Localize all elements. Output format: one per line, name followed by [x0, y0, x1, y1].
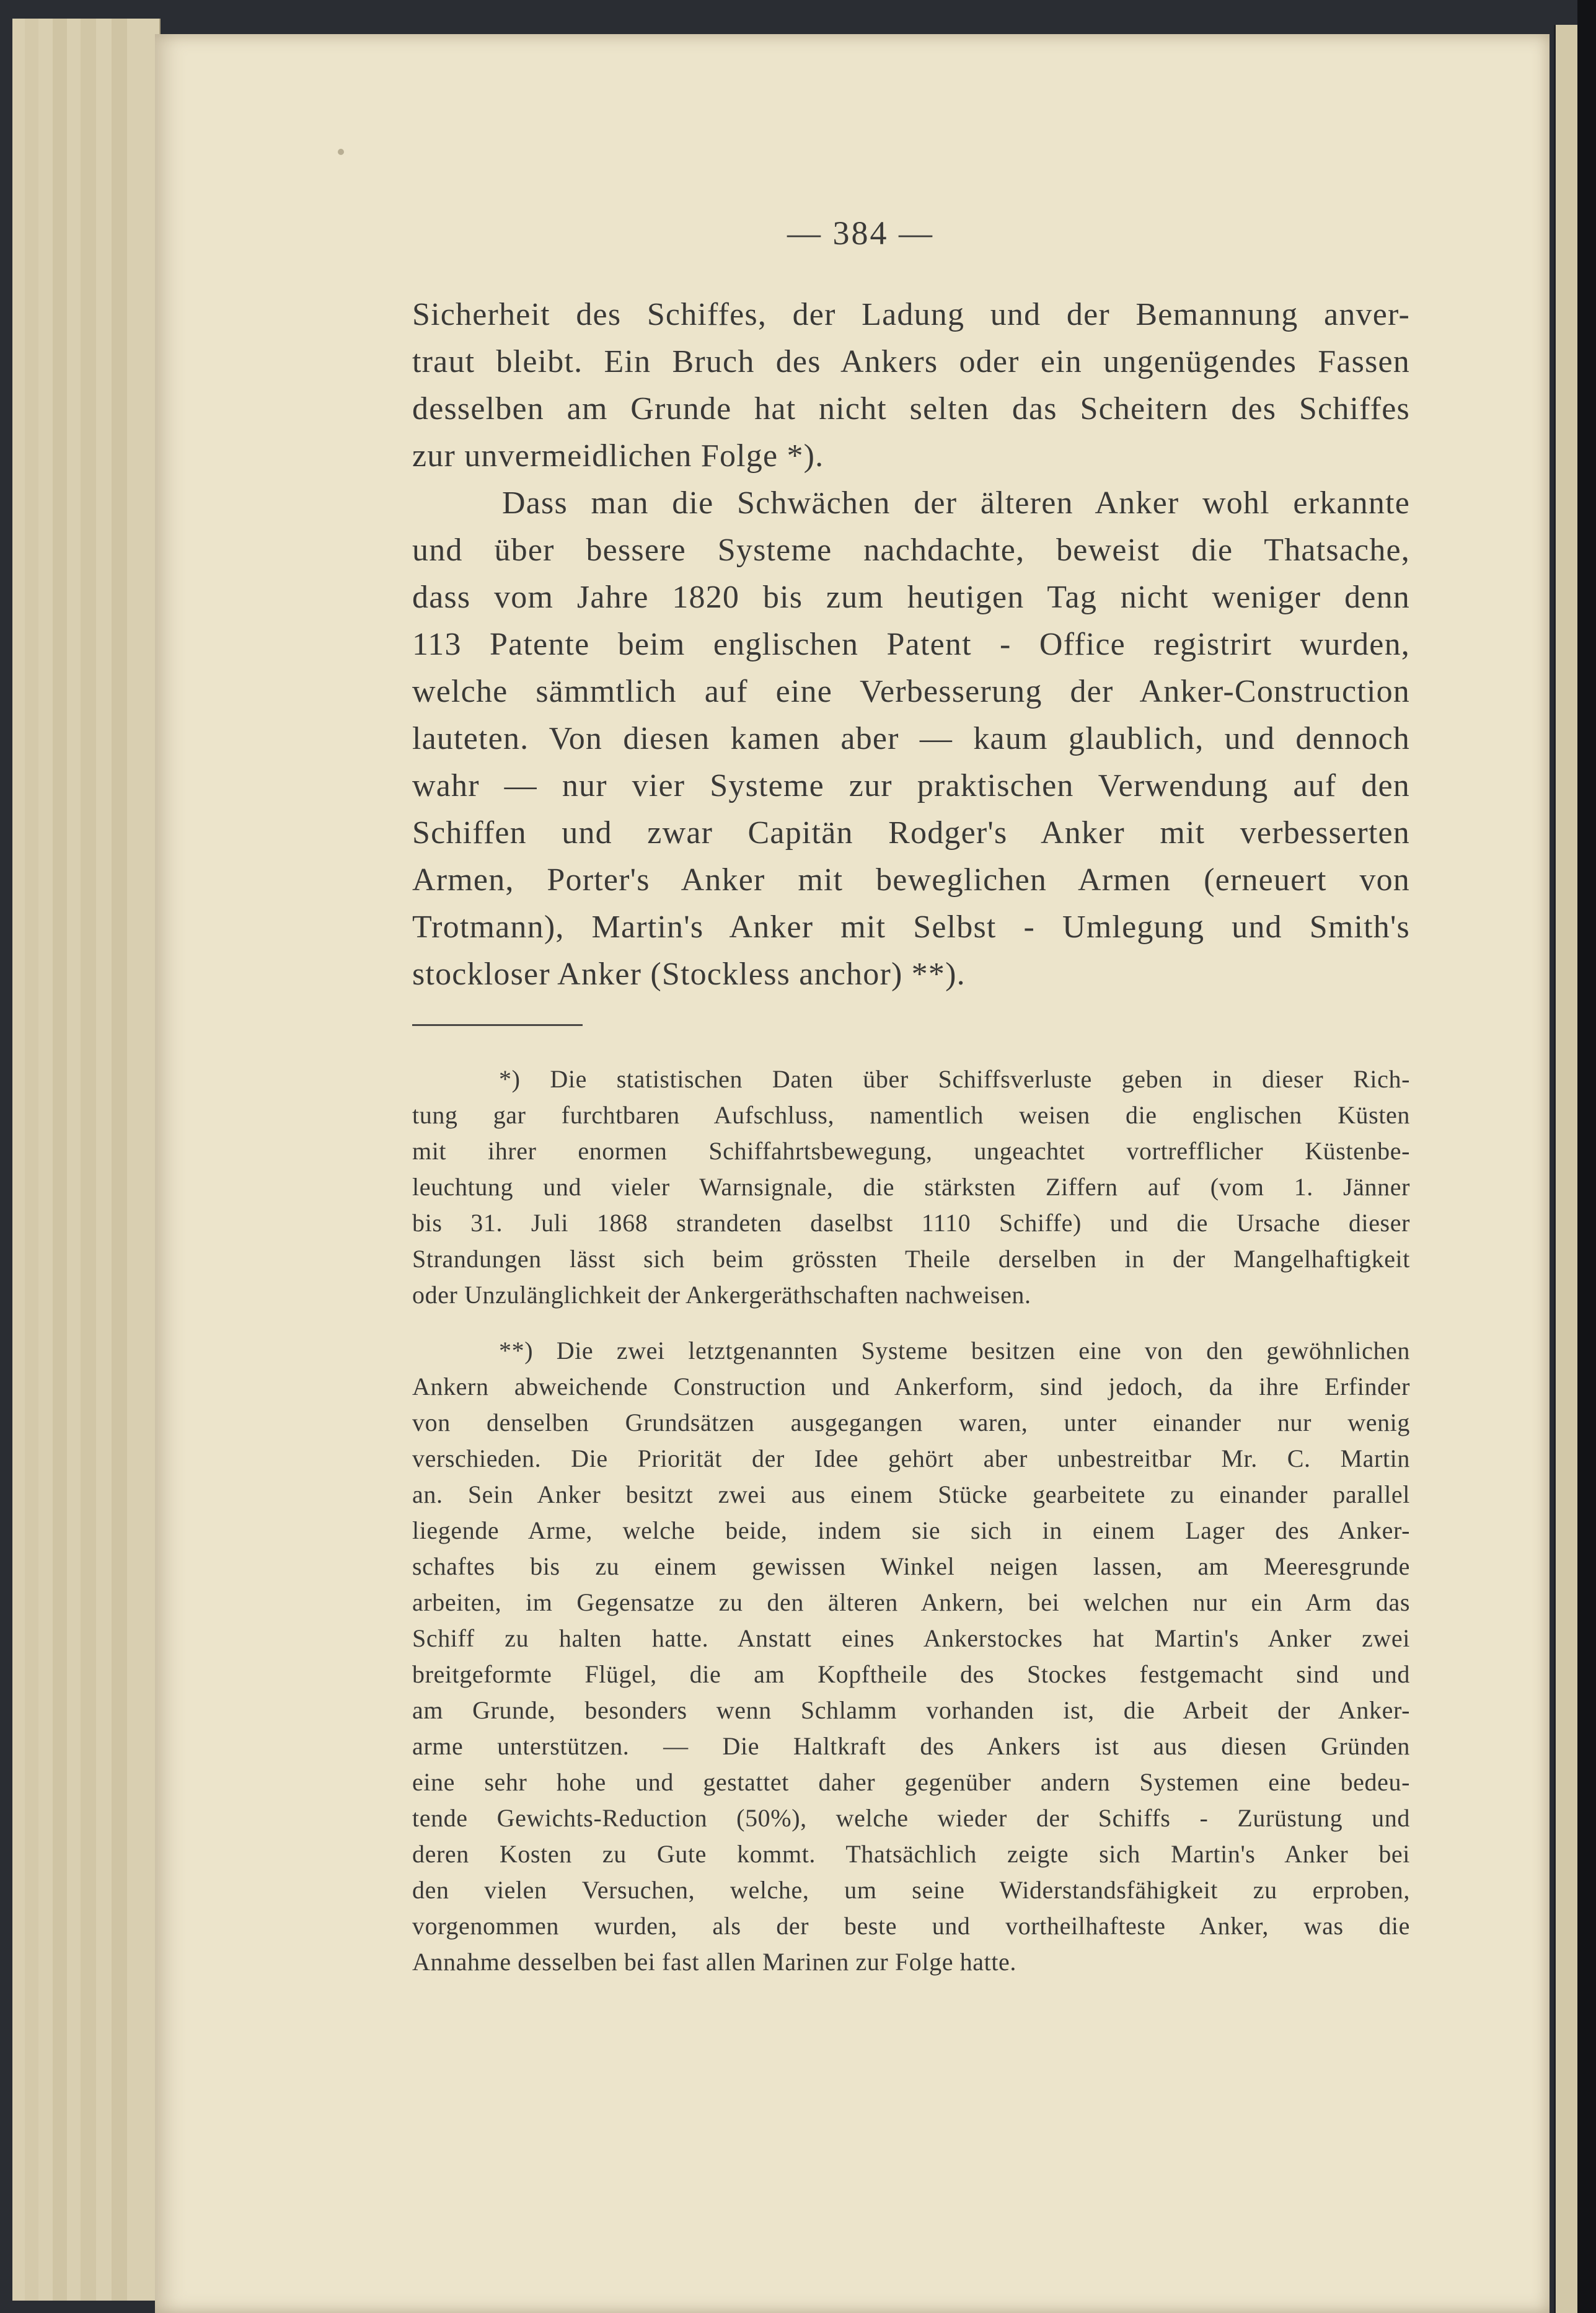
body-line: Schiffen und zwar Capitän Rodger's Anker mit verbesserten	[412, 815, 1410, 851]
body-line: welche sämmtlich auf eine Verbesserung der Anker-Construction	[412, 674, 1410, 709]
body-line: stockloser Anker (Stockless anchor) **).	[412, 957, 966, 992]
footnote-line: tende Gewichts-Reduction (50%), welche wieder der Schiffs - Zurüstung und	[412, 1804, 1410, 1832]
body-line: traut bleibt. Ein Bruch des Ankers oder ein ungenügendes Fassen	[412, 344, 1410, 379]
page-stack-edges	[0, 0, 161, 2313]
footnote-line: *) Die statistischen Daten über Schiffsverluste geben in dieser Rich-	[499, 1065, 1410, 1093]
footnote-line: deren Kosten zu Gute kommt. Thatsächlich zeigte sich Martin's Anker bei	[412, 1840, 1410, 1868]
footnote-line: arbeiten, im Gegensatze zu den älteren Ankern, bei welchen nur ein Arm das	[412, 1588, 1410, 1616]
footnote-line: vorgenommen wurden, als der beste und vortheilhafteste Anker, was die	[412, 1912, 1410, 1940]
footnote-line: am Grunde, besonders wenn Schlamm vorhanden ist, die Arbeit der Anker-	[412, 1696, 1410, 1724]
footnote-line: Ankern abweichende Construction und Ankerform, sind jedoch, da ihre Erfinder	[412, 1373, 1410, 1400]
footnote-line: tung gar furchtbaren Aufschluss, namentlich weisen die englischen Küsten	[412, 1101, 1410, 1129]
paper-speck	[338, 149, 344, 155]
body-line: wahr — nur vier Systeme zur praktischen Verwendung auf den	[412, 768, 1410, 803]
footnote-line: leuchtung und vieler Warnsignale, die stärksten Ziffern auf (vom 1. Jänner	[412, 1173, 1410, 1201]
footnote-line: breitgeformte Flügel, die am Kopftheile des Stockes festgemacht sind und	[412, 1660, 1410, 1688]
body-line: Sicherheit des Schiffes, der Ladung und der Bemannung anver-	[412, 297, 1410, 332]
footnote-line: schaftes bis zu einem gewissen Winkel neigen lassen, am Meeresgrunde	[412, 1552, 1410, 1580]
footnote-line: **) Die zwei letztgenannten Systeme besitzen eine von den gewöhnlichen	[499, 1337, 1410, 1364]
footnote-line: Annahme desselben bei fast allen Marinen zur Folge hatte.	[412, 1948, 1017, 1976]
body-line: Armen, Porter's Anker mit beweglichen Armen (erneuert von	[412, 862, 1410, 898]
footnote-line: bis 31. Juli 1868 strandeten daselbst 1110 Schiffe) und die Ursache dieser	[412, 1209, 1410, 1237]
scan-background	[1577, 0, 1596, 2313]
body-line: dass vom Jahre 1820 bis zum heutigen Tag nicht weniger denn	[412, 580, 1410, 615]
footnote-line: arme unterstützen. — Die Haltkraft des Ankers ist aus diesen Gründen	[412, 1732, 1410, 1760]
body-line: 113 Patente beim englischen Patent - Office registrirt wurden,	[412, 627, 1410, 662]
footnote-line: Schiff zu halten hatte. Anstatt eines Ankerstockes hat Martin's Anker zwei	[412, 1624, 1410, 1652]
footnote-line: eine sehr hohe und gestattet daher gegenüber andern Systemen eine bedeu-	[412, 1768, 1410, 1796]
footnote-line: liegende Arme, welche beide, indem sie sich in einem Lager des Anker-	[412, 1516, 1410, 1544]
body-line: desselben am Grunde hat nicht selten das Scheitern des Schiffes	[412, 391, 1410, 427]
body-line: Trotmann), Martin's Anker mit Selbst - Umlegung und Smith's	[412, 909, 1410, 945]
footnote-line: Strandungen lässt sich beim grössten Theile derselben in der Mangelhaftigkeit	[412, 1245, 1410, 1273]
footnote-line: mit ihrer enormen Schiffahrtsbewegung, ungeachtet vortrefflicher Küstenbe-	[412, 1137, 1410, 1165]
body-line: Dass man die Schwächen der älteren Anker wohl erkannte	[502, 485, 1410, 521]
body-line: und über bessere Systeme nachdachte, beweist die Thatsache,	[412, 533, 1410, 568]
footnote-line: den vielen Versuchen, welche, um seine Widerstandsfähigkeit zu erproben,	[412, 1876, 1410, 1904]
body-line: zur unvermeidlichen Folge *).	[412, 438, 824, 474]
body-line: lauteten. Von diesen kamen aber — kaum glaublich, und dennoch	[412, 721, 1410, 756]
footnote-line: verschieden. Die Priorität der Idee gehört aber unbestreitbar Mr. C. Martin	[412, 1444, 1410, 1472]
page-number: — 384 —	[787, 214, 934, 252]
footnote-line: von denselben Grundsätzen ausgegangen waren, unter einander nur wenig	[412, 1409, 1410, 1436]
footnote-line: an. Sein Anker besitzt zwei aus einem Stücke gearbeitete zu einander parallel	[412, 1480, 1410, 1508]
footnote-divider	[412, 1024, 583, 1026]
footnote-line: oder Unzulänglichkeit der Ankergeräthschaften nachweisen.	[412, 1281, 1031, 1309]
